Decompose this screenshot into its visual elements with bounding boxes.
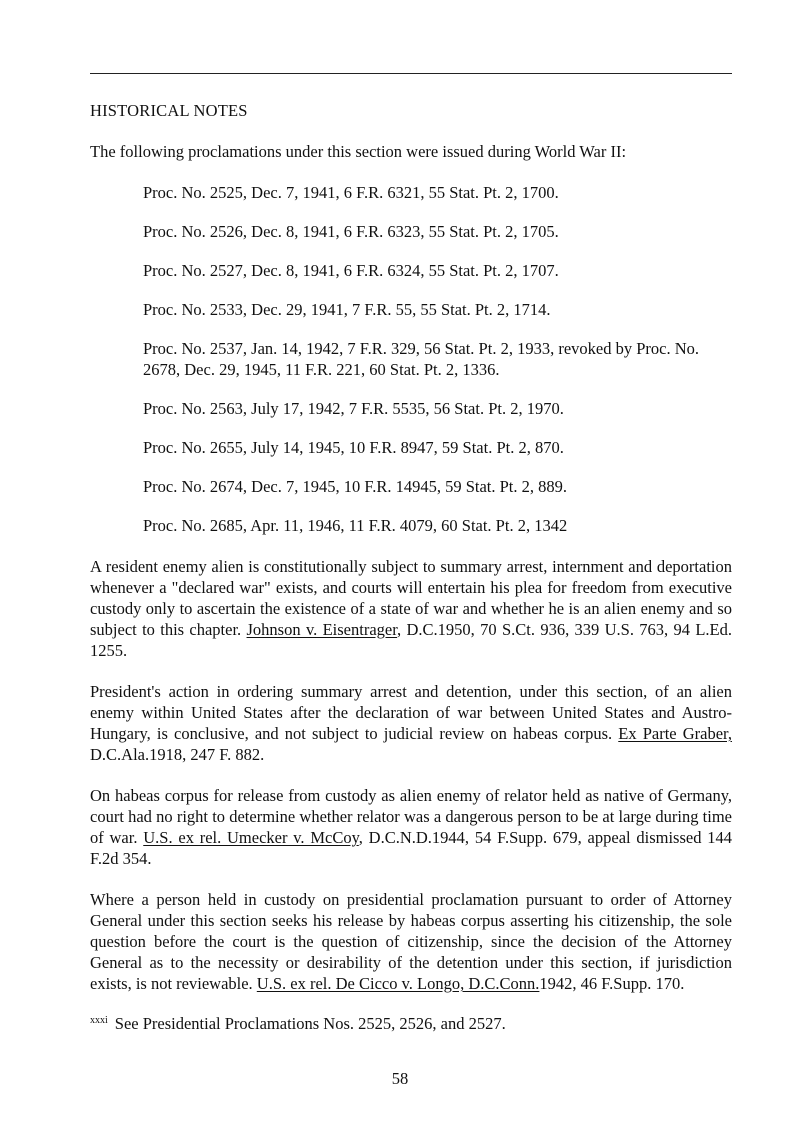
proclamation-item: Proc. No. 2527, Dec. 8, 1941, 6 F.R. 6324, 55 Stat. Pt. 2, 1707. xyxy=(143,261,559,280)
case-note-text: Where a person held in custody on presidential proclamation pursuant to order of Attorney General under this section seeks his release by habeas corpus asserting his citizenship, the sole question before the court is the question of citizenship, since the decision of the Attorney General as to the necessity or desirability of the detention under this section, if jurisdiction exists, is not reviewable. xyxy=(90,890,732,993)
case-note-paragraph xyxy=(90,556,732,661)
case-note-text: President's action in ordering summary arrest and detention, under this section, of an alien enemy within United States after the declaration of war between United States and Austro-Hungary, is conclusive, and not subject to judicial review on habeas corpus. xyxy=(90,682,732,743)
page-number: 58 xyxy=(391,1069,409,1088)
case-citation: 1942, 46 F.Supp. 170. xyxy=(539,974,685,993)
proclamation-item: Proc. No. 2526, Dec. 8, 1941, 6 F.R. 6323, 55 Stat. Pt. 2, 1705. xyxy=(143,222,559,241)
proclamation-item: Proc. No. 2525, Dec. 7, 1941, 6 F.R. 6321, 55 Stat. Pt. 2, 1700. xyxy=(143,183,559,202)
section-heading: HISTORICAL NOTES xyxy=(90,101,248,120)
document-page xyxy=(90,100,732,1034)
footnote-text: See Presidential Proclamations Nos. 2525, 2526, and 2527. xyxy=(114,1014,506,1033)
case-name: Johnson v. Eisentrager xyxy=(246,620,398,639)
proclamation-list xyxy=(90,182,732,536)
proclamation-item: Proc. No. 2685, Apr. 11, 1946, 11 F.R. 4079, 60 Stat. Pt. 2, 1342 xyxy=(143,516,568,535)
footnote xyxy=(90,1013,732,1034)
case-note-paragraph xyxy=(90,785,732,869)
case-note-text: A resident enemy alien is constitutionally subject to summary arrest, internment and deportation whenever a "declared war" exists, and courts will entertain his plea for freedom from executive custody only to ascertain the existence of a state of war and whether he is an alien enemy and so subject to this chapter. xyxy=(90,557,732,639)
case-citation: , D.C.N.D.1944, 54 F.Supp. 679, appeal dismissed 144 F.2d 354. xyxy=(90,828,732,868)
case-note-paragraph xyxy=(90,681,732,765)
case-citation: , D.C.1950, 70 S.Ct. 936, 339 U.S. 763, 94 L.Ed. 1255. xyxy=(90,620,732,660)
proclamation-item: Proc. No. 2655, July 14, 1945, 10 F.R. 8947, 59 Stat. Pt. 2, 870. xyxy=(143,438,564,457)
proclamation-item: Proc. No. 2563, July 17, 1942, 7 F.R. 5535, 56 Stat. Pt. 2, 1970. xyxy=(143,399,564,418)
footnote-mark: xxxi xyxy=(90,1014,108,1026)
case-name: U.S. ex rel. De Cicco v. Longo, D.C.Conn. xyxy=(256,974,540,993)
case-name: Ex Parte Graber, xyxy=(618,724,732,743)
proclamation-item: Proc. No. 2533, Dec. 29, 1941, 7 F.R. 55, 55 Stat. Pt. 2, 1714. xyxy=(143,300,551,319)
case-notes xyxy=(90,556,732,994)
case-citation: D.C.Ala.1918, 247 F. 882. xyxy=(90,745,265,764)
proclamation-item: Proc. No. 2674, Dec. 7, 1945, 10 F.R. 14945, 59 Stat. Pt. 2, 889. xyxy=(143,477,568,496)
case-name: U.S. ex rel. Umecker v. McCoy xyxy=(143,828,359,847)
proclamation-item: Proc. No. 2537, Jan. 14, 1942, 7 F.R. 329, 56 Stat. Pt. 2, 1933, revoked by Proc. No. 2678, Dec. 29, 1945, 11 F.R. 221, 60 Stat. Pt. 2, 1336. xyxy=(143,339,699,379)
intro-text: The following proclamations under this section were issued during World War II: xyxy=(90,142,627,161)
case-note-paragraph xyxy=(90,889,732,994)
top-rule xyxy=(90,73,732,74)
case-note-text: On habeas corpus for release from custody as alien enemy of relator held as native of Germany, court had no right to determine whether relator was a dangerous person to be at large during time of war. xyxy=(90,786,732,847)
